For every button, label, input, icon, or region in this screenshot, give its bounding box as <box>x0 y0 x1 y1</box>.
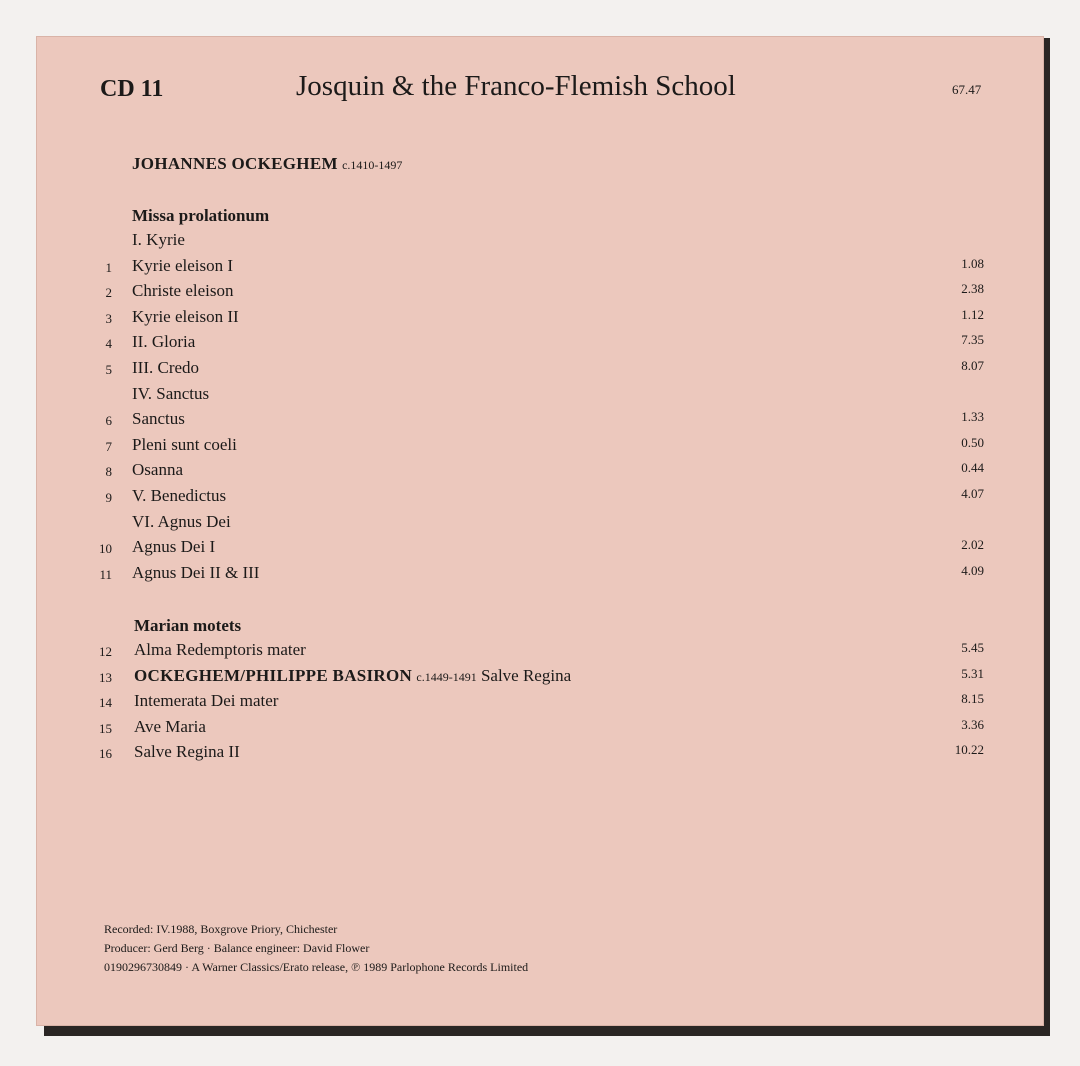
track-title: Agnus Dei II & III <box>132 562 260 582</box>
track-title: IV. Sanctus <box>132 383 210 403</box>
track-row <box>36 563 1044 588</box>
disc-title: Josquin & the Franco-Flemish School <box>296 70 736 102</box>
track-duration: 0.50 <box>961 434 984 450</box>
track-duration: 7.35 <box>961 332 984 348</box>
track-duration: 8.15 <box>961 691 984 706</box>
track-duration: 1.08 <box>961 255 984 271</box>
track-title: Salve Regina II <box>134 742 240 761</box>
track-title: III. Credo <box>132 358 200 377</box>
track-number: 13 <box>99 669 112 685</box>
track-duration: 10.22 <box>954 742 984 757</box>
track-row <box>36 666 1044 691</box>
total-duration: 67.47 <box>952 82 982 97</box>
track-row <box>36 742 1044 767</box>
track-duration: 1.12 <box>961 306 984 322</box>
track-number: 14 <box>99 695 112 710</box>
track-composer-dates: c.1449-1491 <box>416 669 477 684</box>
track-row <box>36 640 1044 665</box>
composer-heading <box>132 154 402 174</box>
track-title: Alma Redemptoris mater <box>134 640 306 659</box>
track-duration: 0.44 <box>961 460 984 476</box>
track-row <box>36 256 1044 281</box>
track-row <box>36 281 1044 306</box>
composer-name: JOHANNES OCKEGHEM <box>132 154 338 173</box>
track-number: 8 <box>105 464 112 480</box>
track-number: 3 <box>105 310 112 326</box>
track-row <box>36 358 1044 383</box>
track-row <box>36 332 1044 357</box>
track-row <box>36 435 1044 460</box>
track-title: Pleni sunt coeli <box>132 434 237 454</box>
track-number: 6 <box>105 413 112 429</box>
track-number: 11 <box>99 566 112 582</box>
track-title <box>134 666 571 686</box>
credit-recorded: Recorded: IV.1988, Boxgrove Priory, Chichester <box>104 922 338 936</box>
track-row <box>36 307 1044 332</box>
track-row <box>36 409 1044 434</box>
track-duration: 5.45 <box>961 640 984 655</box>
track-title: Kyrie eleison I <box>132 255 234 275</box>
track-row <box>36 230 1044 255</box>
cd-label: CD 11 <box>100 76 164 102</box>
track-title: Kyrie eleison II <box>132 306 239 326</box>
track-row <box>36 691 1044 716</box>
track-number: 12 <box>99 644 112 659</box>
track-title-text: Salve Regina <box>480 665 572 685</box>
track-row <box>36 717 1044 742</box>
track-title: Sanctus <box>132 409 185 429</box>
track-duration: 3.36 <box>961 716 984 732</box>
track-title: II. Gloria <box>132 332 196 352</box>
section-heading-motets: Marian motets <box>134 616 242 635</box>
track-row <box>36 460 1044 485</box>
track-composer: OCKEGHEM/PHILIPPE BASIRON <box>134 665 413 685</box>
track-number: 1 <box>105 259 112 275</box>
track-title: Agnus Dei I <box>132 537 216 557</box>
section-heading-mass: Missa prolationum <box>132 206 270 225</box>
track-row <box>36 486 1044 511</box>
credit-release: 0190296730849 · A Warner Classics/Erato release, ℗ 1989 Parlophone Records Limited <box>104 960 529 974</box>
track-number: 5 <box>105 362 112 377</box>
track-number: 7 <box>105 438 112 454</box>
track-number: 4 <box>105 336 112 352</box>
track-title: Ave Maria <box>134 716 206 736</box>
track-duration: 1.33 <box>961 409 984 425</box>
track-title: I. Kyrie <box>132 230 185 249</box>
track-title: V. Benedictus <box>132 486 227 505</box>
track-duration: 2.02 <box>961 537 984 553</box>
track-title: Christe eleison <box>132 281 234 301</box>
track-number: 2 <box>105 285 112 301</box>
track-duration: 4.07 <box>961 486 984 501</box>
track-row <box>36 512 1044 537</box>
track-title: VI. Agnus Dei <box>132 511 231 531</box>
track-duration: 4.09 <box>961 562 984 578</box>
track-number: 10 <box>99 541 112 557</box>
track-number: 15 <box>99 720 112 736</box>
track-duration: 8.07 <box>961 358 984 373</box>
track-duration: 5.31 <box>961 665 984 681</box>
booklet-page <box>36 36 1044 1026</box>
track-title: Osanna <box>132 460 183 480</box>
track-title: Intemerata Dei mater <box>134 691 279 710</box>
track-number: 9 <box>105 490 112 505</box>
recording-credits <box>104 920 528 977</box>
composer-dates: c.1410-1497 <box>342 158 403 172</box>
track-number: 16 <box>99 746 112 761</box>
track-row <box>36 384 1044 409</box>
credit-producer: Producer: Gerd Berg · Balance engineer: David Flower <box>104 941 370 955</box>
track-duration: 2.38 <box>961 281 984 297</box>
track-row <box>36 537 1044 562</box>
